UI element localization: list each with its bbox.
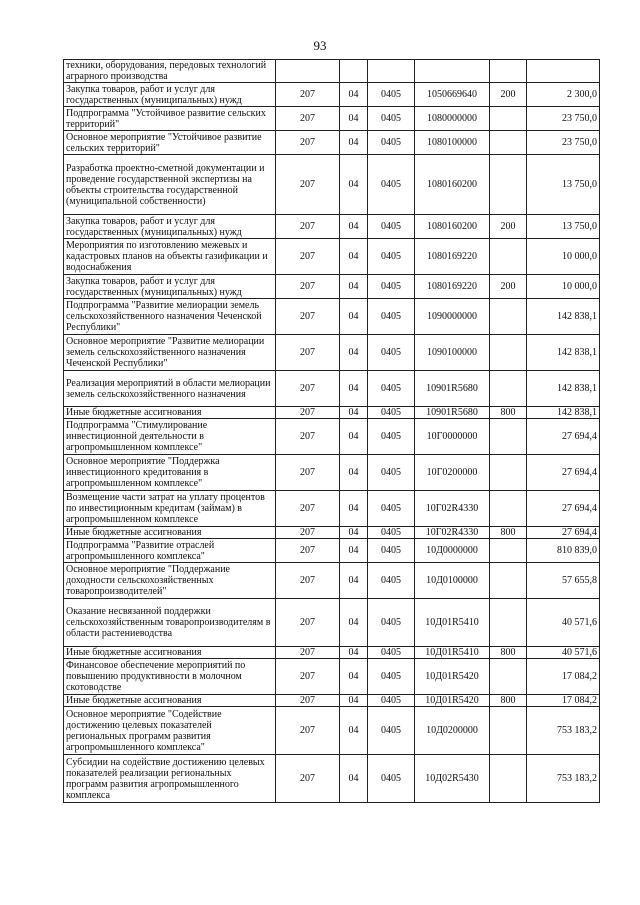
table-row <box>64 335 600 371</box>
row-amount: 27 694,4 <box>527 527 600 539</box>
row-amount: 23 750,0 <box>527 131 600 155</box>
row-amount: 40 571,6 <box>527 647 600 659</box>
row-amount: 753 183,2 <box>527 707 600 755</box>
row-grbs: 207 <box>276 155 340 215</box>
row-name: Основное мероприятие "Поддержка инвестиционного кредитования в агропромышленном комплексе" <box>64 455 276 491</box>
table-row <box>64 647 600 659</box>
table-row <box>64 83 600 107</box>
row-grbs: 207 <box>276 83 340 107</box>
row-subsection: 0405 <box>368 755 415 803</box>
table-row <box>64 275 600 299</box>
row-section: 04 <box>340 455 368 491</box>
row-name: Финансовое обеспечение мероприятий по повышению продуктивности в молочном скотоводстве <box>64 659 276 695</box>
row-section: 04 <box>340 275 368 299</box>
row-expense-type: 200 <box>490 275 527 299</box>
table-row <box>64 695 600 707</box>
row-expense-type <box>490 707 527 755</box>
row-grbs: 207 <box>276 407 340 419</box>
row-target-article: 10Д01R5410 <box>415 599 490 647</box>
row-name: Возмещение части затрат на уплату процентов по инвестиционным кредитам (займам) в агропромышленном комплексе <box>64 491 276 527</box>
row-target-article: 1080100000 <box>415 131 490 155</box>
row-expense-type <box>490 131 527 155</box>
row-grbs: 207 <box>276 275 340 299</box>
row-name: Подпрограмма "Стимулирование инвестиционной деятельности в агропромышленном комплексе" <box>64 419 276 455</box>
table-row <box>64 491 600 527</box>
row-expense-type: 800 <box>490 407 527 419</box>
row-subsection: 0405 <box>368 527 415 539</box>
row-grbs: 207 <box>276 107 340 131</box>
row-target-article: 1080000000 <box>415 107 490 131</box>
row-section: 04 <box>340 659 368 695</box>
row-name: Оказание несвязанной поддержки сельскохозяйственным товаропроизводителям в области растениеводства <box>64 599 276 647</box>
row-target-article: 1080169220 <box>415 275 490 299</box>
row-subsection: 0405 <box>368 539 415 563</box>
table-row <box>64 527 600 539</box>
row-expense-type: 800 <box>490 527 527 539</box>
row-subsection: 0405 <box>368 647 415 659</box>
row-section: 04 <box>340 299 368 335</box>
table-row <box>64 239 600 275</box>
row-grbs: 207 <box>276 659 340 695</box>
row-name: Разработка проектно-сметной документации и проведение государственной экспертизы на объекты строительства государственной (муниципальной собственности) <box>64 155 276 215</box>
row-subsection: 0405 <box>368 659 415 695</box>
row-grbs: 207 <box>276 455 340 491</box>
table-row <box>64 599 600 647</box>
row-grbs: 207 <box>276 299 340 335</box>
row-grbs <box>276 60 340 83</box>
row-target-article: 10901R5680 <box>415 371 490 407</box>
row-section: 04 <box>340 647 368 659</box>
row-expense-type <box>490 539 527 563</box>
row-grbs: 207 <box>276 647 340 659</box>
row-name: Закупка товаров, работ и услуг для государственных (муниципальных) нужд <box>64 215 276 239</box>
row-section: 04 <box>340 83 368 107</box>
row-grbs: 207 <box>276 695 340 707</box>
row-section <box>340 60 368 83</box>
row-grbs: 207 <box>276 371 340 407</box>
row-expense-type <box>490 599 527 647</box>
row-target-article: 10Д0000000 <box>415 539 490 563</box>
row-section: 04 <box>340 707 368 755</box>
table-row <box>64 755 600 803</box>
row-subsection: 0405 <box>368 299 415 335</box>
row-subsection: 0405 <box>368 335 415 371</box>
row-subsection: 0405 <box>368 695 415 707</box>
row-subsection: 0405 <box>368 83 415 107</box>
row-amount: 40 571,6 <box>527 599 600 647</box>
row-section: 04 <box>340 107 368 131</box>
row-expense-type: 200 <box>490 83 527 107</box>
row-expense-type <box>490 491 527 527</box>
row-grbs: 207 <box>276 707 340 755</box>
row-subsection: 0405 <box>368 239 415 275</box>
table-row <box>64 131 600 155</box>
table-row <box>64 299 600 335</box>
row-amount: 13 750,0 <box>527 215 600 239</box>
row-subsection: 0405 <box>368 599 415 647</box>
row-target-article: 10Д01R5420 <box>415 695 490 707</box>
row-amount: 753 183,2 <box>527 755 600 803</box>
row-amount: 57 655,8 <box>527 563 600 599</box>
row-grbs: 207 <box>276 563 340 599</box>
row-name: Иные бюджетные ассигнования <box>64 407 276 419</box>
row-grbs: 207 <box>276 131 340 155</box>
row-grbs: 207 <box>276 527 340 539</box>
row-subsection: 0405 <box>368 707 415 755</box>
row-name: Подпрограмма "Развитие мелиорации земель сельскохозяйственного назначения Чеченской Республики" <box>64 299 276 335</box>
row-name: Основное мероприятие "Устойчивое развитие сельских территорий" <box>64 131 276 155</box>
row-expense-type <box>490 563 527 599</box>
row-target-article: 10Д01R5410 <box>415 647 490 659</box>
row-section: 04 <box>340 563 368 599</box>
row-amount <box>527 60 600 83</box>
row-target-article: 10Д01R5420 <box>415 659 490 695</box>
row-expense-type: 800 <box>490 647 527 659</box>
row-name: техники, оборудования, передовых технологий аграрного производства <box>64 60 276 83</box>
row-amount: 142 838,1 <box>527 371 600 407</box>
row-name: Субсидии на содействие достижению целевых показателей реализации региональных программ развития агропромышленного комплекса <box>64 755 276 803</box>
row-section: 04 <box>340 599 368 647</box>
row-section: 04 <box>340 695 368 707</box>
budget-table <box>63 59 600 803</box>
row-name: Закупка товаров, работ и услуг для государственных (муниципальных) нужд <box>64 83 276 107</box>
row-target-article: 10Г02R4330 <box>415 491 490 527</box>
row-section: 04 <box>340 407 368 419</box>
table-row <box>64 215 600 239</box>
row-section: 04 <box>340 215 368 239</box>
row-target-article: 1050669640 <box>415 83 490 107</box>
row-name: Основное мероприятие "Развитие мелиорации земель сельскохозяйственного назначения Чеченской Республики" <box>64 335 276 371</box>
row-name: Подпрограмма "Устойчивое развитие сельских территорий" <box>64 107 276 131</box>
table-row <box>64 371 600 407</box>
row-amount: 17 084,2 <box>527 695 600 707</box>
row-expense-type: 200 <box>490 215 527 239</box>
row-target-article: 10Д0100000 <box>415 563 490 599</box>
row-target-article: 1080160200 <box>415 215 490 239</box>
row-amount: 10 000,0 <box>527 239 600 275</box>
table-row <box>64 60 600 83</box>
row-target-article: 10Д02R5430 <box>415 755 490 803</box>
row-target-article: 10Г0000000 <box>415 419 490 455</box>
row-grbs: 207 <box>276 215 340 239</box>
row-name: Иные бюджетные ассигнования <box>64 647 276 659</box>
table-row <box>64 659 600 695</box>
row-subsection: 0405 <box>368 107 415 131</box>
row-amount: 10 000,0 <box>527 275 600 299</box>
row-amount: 13 750,0 <box>527 155 600 215</box>
row-target-article: 10Д0200000 <box>415 707 490 755</box>
table-row <box>64 563 600 599</box>
row-target-article: 1080169220 <box>415 239 490 275</box>
row-name: Иные бюджетные ассигнования <box>64 695 276 707</box>
row-grbs: 207 <box>276 419 340 455</box>
row-name: Иные бюджетные ассигнования <box>64 527 276 539</box>
row-target-article: 10Г02R4330 <box>415 527 490 539</box>
row-target-article: 10Г0200000 <box>415 455 490 491</box>
table-row <box>64 107 600 131</box>
row-grbs: 207 <box>276 755 340 803</box>
row-section: 04 <box>340 755 368 803</box>
row-name: Реализация мероприятий в области мелиорации земель сельскохозяйственного назначения <box>64 371 276 407</box>
row-section: 04 <box>340 155 368 215</box>
row-subsection: 0405 <box>368 563 415 599</box>
row-section: 04 <box>340 539 368 563</box>
page-number: 93 <box>313 38 327 53</box>
row-amount: 142 838,1 <box>527 407 600 419</box>
table-row <box>64 455 600 491</box>
row-expense-type <box>490 371 527 407</box>
table-row <box>64 155 600 215</box>
row-amount: 17 084,2 <box>527 659 600 695</box>
row-expense-type: 800 <box>490 695 527 707</box>
row-target-article <box>415 60 490 83</box>
row-subsection: 0405 <box>368 491 415 527</box>
row-expense-type <box>490 239 527 275</box>
row-name: Основное мероприятие "Поддержание доходности сельскохозяйственных товаропроизводителей" <box>64 563 276 599</box>
row-subsection: 0405 <box>368 419 415 455</box>
row-grbs: 207 <box>276 491 340 527</box>
row-amount: 23 750,0 <box>527 107 600 131</box>
row-section: 04 <box>340 371 368 407</box>
row-section: 04 <box>340 239 368 275</box>
table-row <box>64 407 600 419</box>
row-expense-type <box>490 155 527 215</box>
row-target-article: 1090000000 <box>415 299 490 335</box>
row-subsection <box>368 60 415 83</box>
row-subsection: 0405 <box>368 215 415 239</box>
table-row <box>64 707 600 755</box>
row-section: 04 <box>340 419 368 455</box>
row-amount: 27 694,4 <box>527 491 600 527</box>
row-expense-type <box>490 107 527 131</box>
row-subsection: 0405 <box>368 455 415 491</box>
row-grbs: 207 <box>276 599 340 647</box>
row-subsection: 0405 <box>368 275 415 299</box>
row-name: Мероприятия по изготовлению межевых и кадастровых планов на объекты газификации и водоснабжения <box>64 239 276 275</box>
row-section: 04 <box>340 335 368 371</box>
row-expense-type <box>490 455 527 491</box>
row-expense-type <box>490 60 527 83</box>
row-section: 04 <box>340 131 368 155</box>
table-body <box>64 60 600 803</box>
row-section: 04 <box>340 527 368 539</box>
row-target-article: 10901R5680 <box>415 407 490 419</box>
row-grbs: 207 <box>276 539 340 563</box>
table-row <box>64 539 600 563</box>
row-subsection: 0405 <box>368 407 415 419</box>
row-name: Основное мероприятие "Содействие достижению целевых показателей региональных программ развития агропромышленного комплекса" <box>64 707 276 755</box>
row-subsection: 0405 <box>368 131 415 155</box>
row-expense-type <box>490 659 527 695</box>
row-expense-type <box>490 755 527 803</box>
row-expense-type <box>490 299 527 335</box>
row-name: Закупка товаров, работ и услуг для государственных (муниципальных) нужд <box>64 275 276 299</box>
row-amount: 2 300,0 <box>527 83 600 107</box>
row-subsection: 0405 <box>368 371 415 407</box>
row-amount: 810 839,0 <box>527 539 600 563</box>
row-target-article: 1090100000 <box>415 335 490 371</box>
row-amount: 27 694,4 <box>527 419 600 455</box>
row-target-article: 1080160200 <box>415 155 490 215</box>
table-row <box>64 419 600 455</box>
row-expense-type <box>490 335 527 371</box>
row-amount: 142 838,1 <box>527 299 600 335</box>
row-amount: 142 838,1 <box>527 335 600 371</box>
row-grbs: 207 <box>276 335 340 371</box>
row-name: Подпрограмма "Развитие отраслей агропромышленного комплекса" <box>64 539 276 563</box>
row-subsection: 0405 <box>368 155 415 215</box>
row-expense-type <box>490 419 527 455</box>
row-amount: 27 694,4 <box>527 455 600 491</box>
row-section: 04 <box>340 491 368 527</box>
row-grbs: 207 <box>276 239 340 275</box>
